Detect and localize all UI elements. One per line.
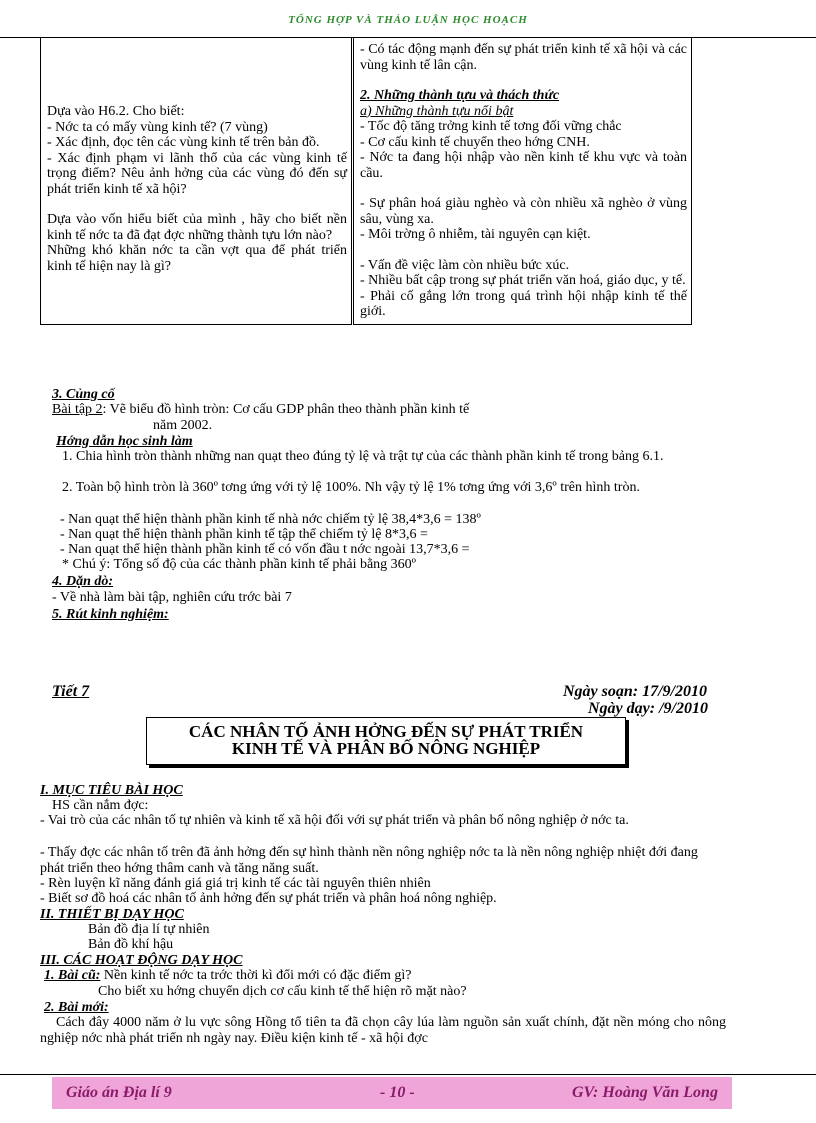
- sub-heading: a) Những thành tựu nổi bật: [360, 103, 514, 119]
- question-line: - Nớc ta có mấy vùng kinh tế? (7 vùng): [47, 119, 268, 135]
- old-lesson-question-2: Cho biết xu hớng chuyển dịch cơ cấu kinh tế thể hiện rõ mặt nào?: [98, 984, 467, 999]
- guide-item: - Nan quạt thể hiện thành phần kinh tế nhà nớc chiếm tỷ lệ 38,4*3,6 = 138º: [60, 512, 481, 527]
- question-line: Những khó khăn nớc ta cần vợt qua để phát triển kinh tế hiện nay là gì?: [47, 243, 347, 274]
- objectives-intro: HS cần nắm đợc:: [52, 798, 149, 813]
- page-number: - 10 -: [380, 1084, 415, 1101]
- page-header: TỔNG HỢP VÀ THẢO LUẬN HỌC HOẠCH: [288, 14, 528, 26]
- content-line: - Nhiều bất cập trong sự phát triển văn hoá, giáo dục, y tế.: [360, 273, 686, 288]
- page-footer: [52, 1077, 732, 1109]
- guide-step-2: 2. Toàn bộ hình tròn là 360º tơng ứng với tỷ lệ 100%. Nh vậy tỷ lệ 1% tơng ứng với 3,6º trên hình tròn.: [62, 480, 640, 495]
- footer-course: Giáo án Địa lí 9: [66, 1084, 172, 1101]
- objective-item: - Thấy đợc các nhân tố trên đã ảnh hởng đến sự hình thành nền nông nghiệp nớc ta là nền nông nghiệp nhiệt đới đang phát triển theo hớng thâm canh và tăng năng suất.: [40, 845, 698, 876]
- guide-step-1: 1. Chia hình tròn thành những nan quạt theo đúng tỷ lệ và trật tự của các thành phần kinh tế trong bảng 6.1.: [62, 449, 664, 464]
- equipment-title: II. THIẾT BỊ DẠY HỌC: [40, 907, 184, 922]
- old-lesson-question: Nền kinh tế nớc ta trớc thời kì đổi mới có đặc điểm gì?: [100, 968, 412, 983]
- equipment-item: Bản đồ địa lí tự nhiên: [88, 922, 210, 937]
- guide-item: - Nan quạt thể hiện thành phần kinh tế tập thể chiếm tỷ lệ 8*3,6 =: [60, 527, 428, 542]
- guide-title: Hớng dẫn học sinh làm: [56, 434, 193, 449]
- content-line: - Sự phân hoá giàu nghèo và còn nhiều xã nghèo ở vùng sâu, vùng xa.: [360, 196, 687, 227]
- new-lesson-label: 2. Bài mới:: [44, 1000, 109, 1015]
- lesson-title-line2: KINH TẾ VÀ PHÂN BỐ NÔNG NGHIỆP: [231, 739, 541, 758]
- homework-title: 4. Dặn dò:: [52, 574, 114, 589]
- activities-title: III. CÁC HOẠT ĐỘNG DẠY HỌC: [40, 953, 243, 968]
- question-line: - Xác định, đọc tên các vùng kinh tế trên bản đồ.: [47, 135, 320, 150]
- question-line: - Xác định phạm vi lãnh thổ của các vùng kinh tế trọng điểm? Nêu ảnh hởng của các vùng đó đến sự phát triển kinh tế xã hội?: [47, 150, 347, 197]
- homework-text: - Về nhà làm bài tập, nghiên cứu trớc bài 7: [52, 590, 292, 605]
- objective-item: - Rèn luyện kĩ năng đánh giá giá trị kinh tế các tài nguyên thiên nhiên: [40, 876, 431, 891]
- equipment-item: Bản đồ khí hậu: [88, 937, 174, 952]
- teacher-activity-cell: [41, 38, 353, 325]
- lesson-title-line1: CÁC NHÂN TỐ ẢNH HỞNG ĐẾN SỰ PHÁT TRIỂN: [188, 722, 584, 741]
- content-line: - Phải cố gắng lớn trong quá trình hội nhập kinh tế thế giới.: [360, 288, 687, 319]
- new-lesson-text: Cách đây 4000 năm ở lu vực sông Hồng tổ tiên ta đã chọn cây lúa làm nguồn sản xuất chính, đặt nền móng cho nông nghiệp nớc nhà phát triển nh ngày nay. Điều kiện kinh tế - xã hội đợc: [40, 1015, 726, 1046]
- footer-teacher: GV: Hoàng Văn Long: [572, 1084, 718, 1101]
- exercise-text: : Vẽ biểu đồ hình tròn: Cơ cấu GDP phân theo thành phần kinh tế: [102, 402, 470, 417]
- date-teach: Ngày dạy: /9/2010: [588, 700, 708, 717]
- question-line: Dựa vào vốn hiểu biết của mình , hãy cho biết nền kinh tế nớc ta đã đạt đợc những thành tựu lớn nào?: [47, 212, 347, 243]
- footer-divider: [0, 1074, 816, 1075]
- content-line: - Vấn đề việc làm còn nhiều bức xúc.: [360, 257, 570, 273]
- review-title: 5. Rút kinh nghiệm:: [52, 607, 169, 622]
- objectives-title: I. MỤC TIÊU BÀI HỌC: [40, 783, 183, 798]
- content-line: - Tốc độ tăng trởng kinh tế tơng đối vững chắc: [360, 119, 622, 134]
- section-heading: 2. Những thành tựu và thách thức: [360, 88, 560, 103]
- content-line: - Có tác động mạnh đến sự phát triển kinh tế xã hội và các vùng kinh tế lân cận.: [360, 42, 687, 73]
- consolidation-title: 3. Củng cố: [52, 387, 115, 402]
- lesson-title-box: [146, 717, 626, 765]
- lesson-table: [40, 37, 692, 325]
- content-cell: [353, 38, 692, 325]
- exercise-label: Bài tập 2: [52, 402, 103, 417]
- date-compose: Ngày soạn: 17/9/2010: [563, 683, 707, 700]
- guide-note: * Chú ý: Tổng số độ của các thành phần kinh tế phải bằng 360º: [62, 557, 417, 572]
- old-lesson-line: [44, 968, 411, 984]
- content-line: - Nớc ta đang hội nhập vào nền kinh tế khu vực và toàn cầu.: [360, 150, 687, 181]
- old-lesson-label: 1. Bài cũ:: [44, 968, 101, 983]
- content-line: - Cơ cấu kinh tế chuyển theo hớng CNH.: [360, 134, 590, 150]
- guide-item: - Nan quạt thể hiện thành phần kinh tế có vốn đầu t nớc ngoài 13,7*3,6 =: [60, 542, 470, 557]
- exercise-line: [52, 402, 469, 418]
- exercise-year: năm 2002.: [153, 418, 213, 433]
- objective-item: - Vai trò của các nhân tố tự nhiên và kinh tế xã hội đối với sự phát triển và phân bố nông nghiệp ở nớc ta.: [40, 813, 629, 828]
- question-line: Dựa vào H6.2. Cho biết:: [47, 104, 185, 119]
- objective-item: - Biết sơ đồ hoá các nhân tố ảnh hởng đến sự phát triển và phân hoá nông nghiệp.: [40, 891, 497, 906]
- content-line: - Môi trờng ô nhiễm, tài nguyên cạn kiệt.: [360, 227, 591, 242]
- lesson-number: Tiết 7: [52, 683, 90, 700]
